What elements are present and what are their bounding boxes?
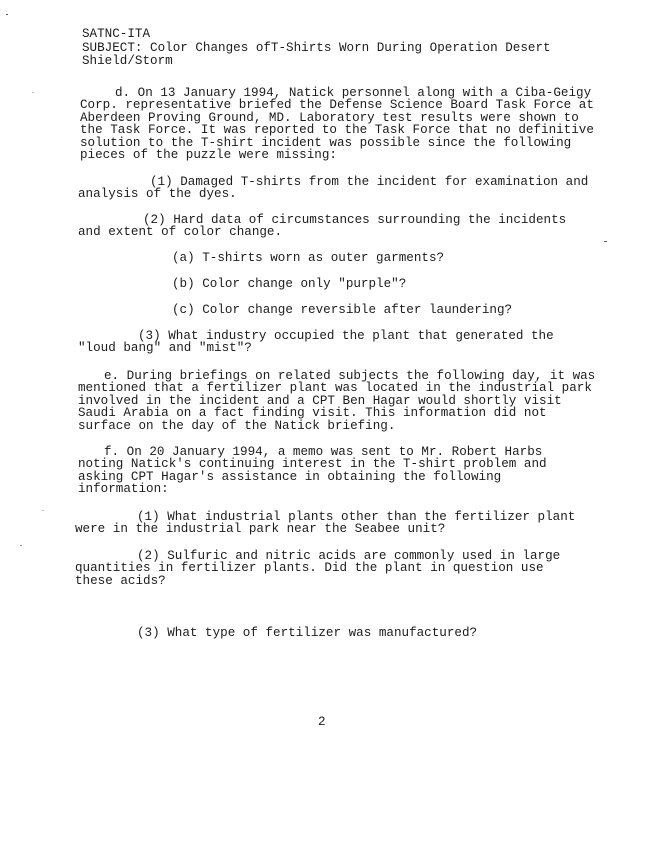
scan-speck (6, 14, 8, 15)
scan-speck (20, 545, 22, 546)
paragraph-d-3: (3) What industry occupied the plant that generated the "loud bang" and "mist"? (78, 329, 554, 356)
scan-speck (42, 510, 44, 511)
paragraph-d-2: (2) Hard data of circumstances surrounding the incidents and extent of color change. (78, 213, 567, 240)
paragraph-f-3: (3) What type of fertilizer was manufactured? (137, 626, 478, 640)
paragraph-d-2-a: (a) T-shirts worn as outer garments? (172, 251, 445, 265)
header-org: SATNC-ITA (82, 27, 151, 41)
paragraph-d-2-b: (b) Color change only "purple"? (172, 277, 407, 291)
paragraph-f-2: (2) Sulfuric and nitric acids are commonly used in large quantities in fertilizer plants. Did the plant in question use these acids? (75, 549, 561, 588)
page-number: 2 (318, 715, 326, 729)
paragraph-f-1: (1) What industrial plants other than the fertilizer plant were in the industrial park near the Seabee unit? (75, 510, 576, 537)
paragraph-e: e. During briefings on related subjects the following day, it was mentioned that a fertilizer plant was located in the industrial park involved in the incident and a CPT Ben Hagar would shortly visit Saudi Arabia on a fact finding visit. This information did not surface on the day of the Natick briefing. (78, 369, 596, 433)
scan-speck (32, 92, 34, 93)
scan-speck (604, 241, 607, 242)
paragraph-d-2-c: (c) Color change reversible after laundering? (172, 303, 513, 317)
paragraph-f: f. On 20 January 1994, a memo was sent to Mr. Robert Harbs noting Natick's continuing interest in the T-shirt problem and asking CPT Hagar's assistance in obtaining the following information: (78, 445, 547, 497)
paragraph-d-1: (1) Damaged T-shirts from the incident for examination and analysis of the dyes. (78, 175, 589, 202)
paragraph-d: d. On 13 January 1994, Natick personnel along with a Ciba-Geigy Corp. representative briefed the Defense Science Board Task Force at Aberdeen Proving Ground, MD. Laboratory test results were shown to the Task Force. It was reported to the Task Force that no definitive solution to the T-shirt incident was possible since the following pieces of the puzzle were missing: (80, 86, 594, 163)
subject-line-1: SUBJECT: Color Changes ofT-Shirts Worn During Operation Desert (82, 41, 551, 55)
subject-line-2: Shield/Storm (82, 54, 173, 68)
